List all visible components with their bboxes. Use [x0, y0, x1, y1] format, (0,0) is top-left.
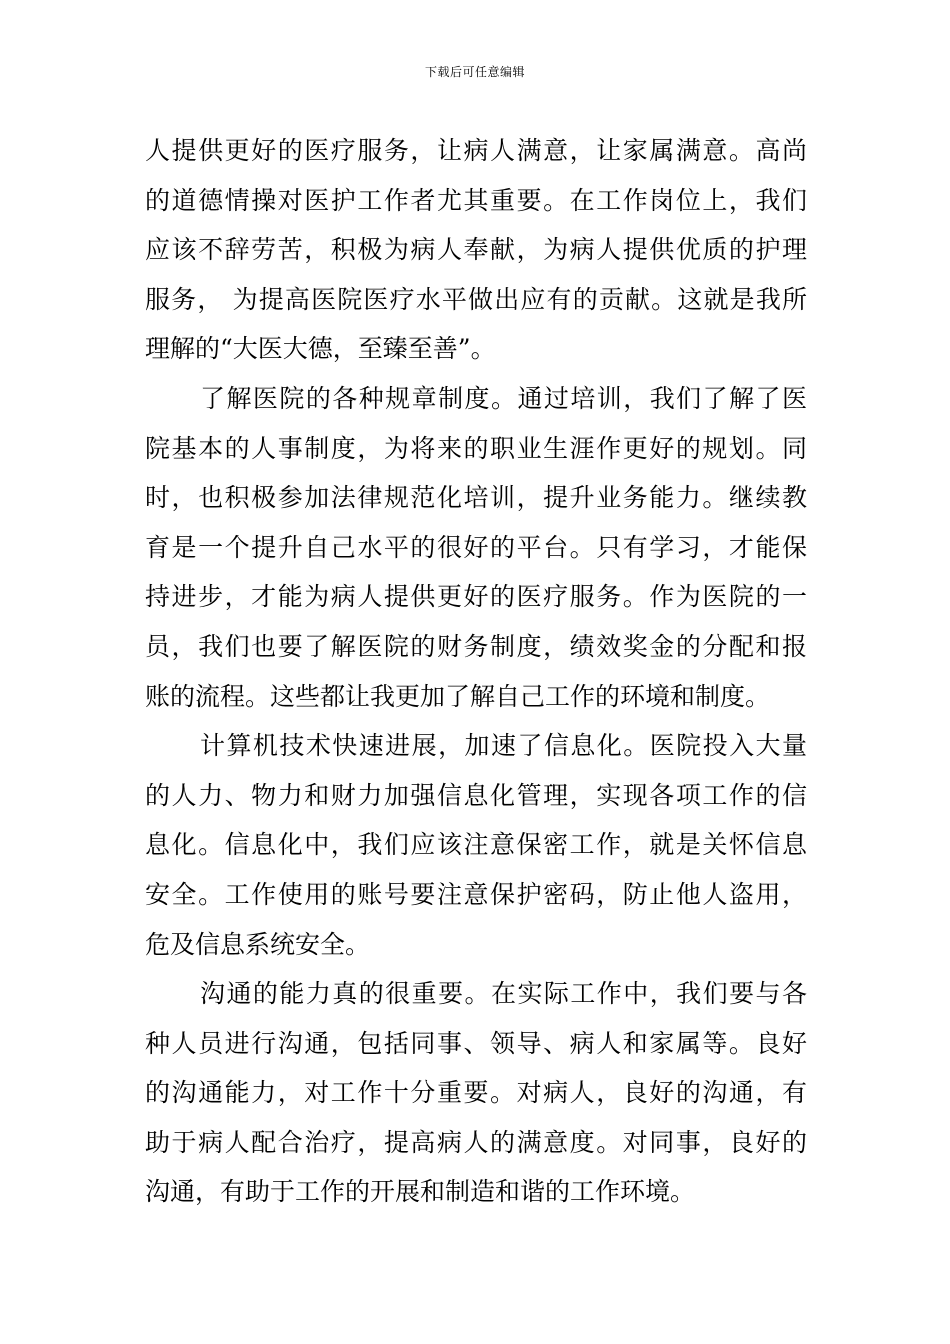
text-line: 的道德情操对医护工作者尤其重要。在工作岗位上，我们 [145, 185, 807, 215]
text-line: 账的流程。这些都让我更加了解自己工作的环境和制度。 [145, 681, 771, 711]
paragraph [145, 721, 807, 969]
text-line: 院基本的人事制度，为将来的职业生涯作更好的规划。同 [145, 433, 807, 463]
text-line: 人提供更好的医疗服务，让病人满意，让家属满意。高尚 [145, 136, 807, 165]
text-line: 助于病人配合治疗，提高病人的满意度。对同事，良好的 [145, 1127, 807, 1157]
text-line: 时，也积极参加法律规范化培训，提升业务能力。继续教 [145, 483, 807, 513]
text-line: 的沟通能力，对工作十分重要。对病人，良好的沟通，有 [145, 1078, 807, 1108]
paragraph [145, 374, 807, 721]
text-line: 了解医院的各种规章制度。通过培训，我们了解了医 [200, 383, 807, 413]
paragraph [145, 969, 807, 1217]
text-line: 息化。信息化中，我们应该注意保密工作，就是关怀信息 [145, 830, 807, 860]
page-header: 下载后可任意编辑 [424, 65, 525, 79]
document-body [145, 126, 807, 1217]
text-line: 育是一个提升自己水平的很好的平台。只有学习，才能保 [145, 532, 807, 562]
text-line: 员，我们也要了解医院的财务制度，绩效奖金的分配和报 [145, 631, 807, 661]
text-line: 计算机技术快速进展，加速了信息化。医院投入大量 [200, 731, 807, 761]
text-line: 危及信息系统安全。 [145, 929, 371, 959]
text-line: 服务， 为提高医院医疗水平做出应有的贡献。这就是我所 [145, 284, 807, 314]
text-line: 沟通，有助于工作的开展和制造和谐的工作环境。 [145, 1177, 696, 1207]
text-line: 持进步，才能为病人提供更好的医疗服务。作为医院的一 [145, 582, 807, 612]
text-line: 应该不辞劳苦，积极为病人奉献，为病人提供优质的护理 [145, 235, 807, 265]
text-line: 理解的“大医大德，至臻至善”。 [145, 334, 496, 364]
text-line: 安全。工作使用的账号要注意保护密码，防止他人盗用， [145, 879, 807, 909]
paragraph [145, 126, 807, 374]
text-line: 的人力、物力和财力加强信息化管理，实现各项工作的信 [145, 780, 807, 810]
text-line: 沟通的能力真的很重要。在实际工作中，我们要与各 [200, 979, 807, 1009]
text-line: 种人员进行沟通，包括同事、领导、病人和家属等。良好 [145, 1028, 807, 1058]
